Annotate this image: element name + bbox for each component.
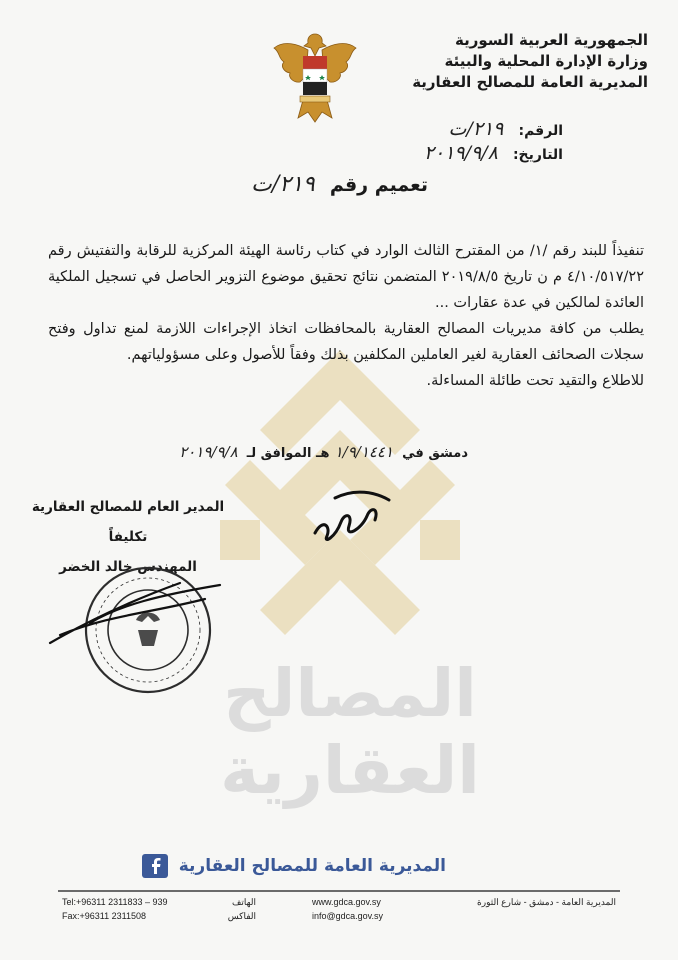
letterhead-country: الجمهورية العربية السورية <box>455 31 648 49</box>
dateline <box>179 442 468 461</box>
signatory-assignment: تكليفاً <box>108 529 148 545</box>
footer-address: المديرية العامة - دمشق - شارع الثورة <box>477 897 616 907</box>
footer-phone-label: الهاتف <box>232 897 256 907</box>
footer-fax: Fax:+96311 2311508 <box>62 911 146 921</box>
dateline-mid-label: هـ الموافق لـ <box>246 446 330 461</box>
footer-fax-label: الفاكس <box>227 911 256 921</box>
footer-tel: Tel:+96311 2311833 – 939 <box>62 897 168 907</box>
facebook-page-name: المديرية العامة للمصالح العقارية <box>178 856 446 876</box>
letter-body <box>48 238 644 394</box>
footer-divider <box>58 890 620 892</box>
letterhead-directorate: المديرية العامة للمصالح العقارية <box>412 73 648 91</box>
reference-number-value: ٢١٩/ت <box>448 118 504 140</box>
watermark-text: المصالح العقارية <box>220 655 480 809</box>
circular-title <box>251 172 428 197</box>
syrian-eagle-emblem-icon <box>270 26 360 126</box>
body-paragraph-2: يطلب من كافة مديريات المصالح العقارية بالمحافظات اتخاذ الإجراءات اللازمة لمنع تداول وفتح سجلات الصحائف العقارية لغير العاملين المكلفين بذلك وفقاً للأصول وعلى مسؤولياتهم. <box>48 321 644 363</box>
circular-title-label: تعميم رقم <box>329 174 428 196</box>
letterhead-ministry: وزارة الإدارة المحلية والبيئة <box>444 52 648 70</box>
reference-date-label: التاريخ: <box>512 147 563 163</box>
reference-number-row <box>424 118 563 142</box>
footer-email-link[interactable]: info@gdca.gov.sy <box>312 911 384 921</box>
facebook-icon <box>142 854 168 878</box>
signatory-name: المهندس خالد الخضر <box>59 559 197 575</box>
body-paragraph-3: للاطلاع والتقيد تحت طائلة المساءلة. <box>426 373 644 389</box>
footer-website-link[interactable]: www.gdca.gov.sy <box>312 897 381 907</box>
reference-date-value: ٢٠١٩/٩/٨ <box>423 142 498 164</box>
letterhead <box>368 30 648 93</box>
dateline-hijri: ١/٩/١٤٤١ <box>334 443 394 461</box>
body-paragraph-1: تنفيذاً للبند رقم /١/ من المقترح الثالث الوارد في كتاب رئاسة الهيئة المركزية للرقابة والتفتيش رقم ٤/١٠/٥١٧/٢٢ م ن تاريخ ٢٠١٩/٨/٥ المتضمن نتائج تحقيق موضوع التزوير الحاصل في تسجيل الملكية العائدة لمالكين في عدة عقارات ... <box>48 243 645 311</box>
reference-block <box>424 118 563 166</box>
reference-number-label: الرقم: <box>518 123 563 139</box>
reference-date-row <box>424 142 563 166</box>
signatory-title: المدير العام للمصالح العقارية <box>31 499 225 515</box>
facebook-page-line[interactable] <box>142 854 446 878</box>
handwritten-signature <box>305 478 395 548</box>
dateline-city: دمشق في <box>402 446 468 461</box>
stamp-signature-scribble <box>30 565 230 655</box>
dateline-gregorian: ٢٠١٩/٩/٨ <box>179 443 238 461</box>
circular-number: ٢١٩/ت <box>251 172 315 197</box>
